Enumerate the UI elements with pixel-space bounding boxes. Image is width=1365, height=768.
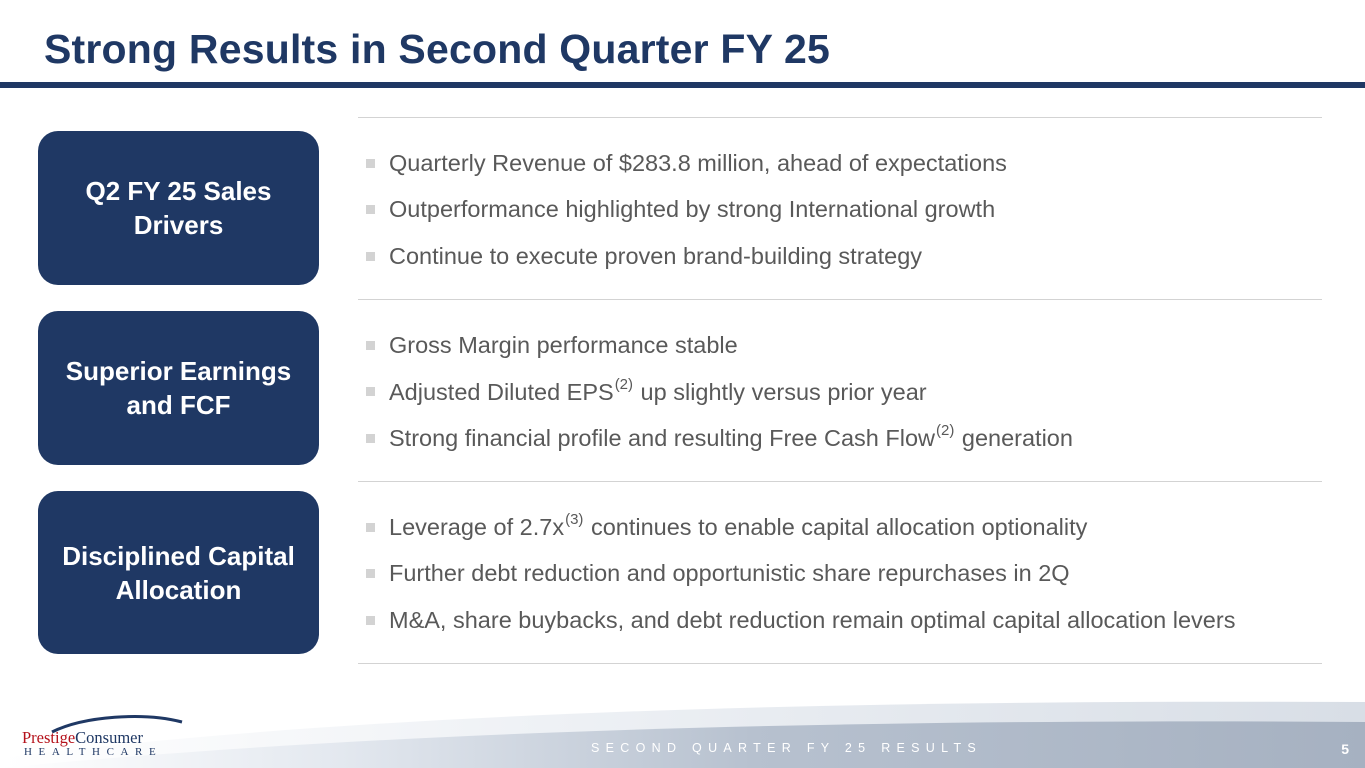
logo-subtitle: HEALTHCARE xyxy=(24,746,163,758)
footnote-marker: (2) xyxy=(614,375,634,393)
section-label-earnings-fcf xyxy=(38,311,319,465)
bullet-item xyxy=(366,597,1235,644)
section-divider xyxy=(358,481,1322,482)
footnote-marker: (2) xyxy=(936,422,955,440)
bullet-text: Quarterly Revenue of $283.8 million, ahead of expectations xyxy=(389,149,1007,176)
bullet-item xyxy=(366,551,1235,598)
bullet-text xyxy=(389,513,1087,541)
footer-caption: SECOND QUARTER FY 25 RESULTS xyxy=(591,741,983,755)
section-label-line: Q2 FY 25 Sales xyxy=(85,176,272,206)
section-label-line: Superior Earnings xyxy=(65,356,292,386)
bullet-list-earnings-fcf xyxy=(366,322,1073,462)
bullet-text-part: continues to enable capital allocation optionality xyxy=(584,514,1088,541)
section-label-line: Drivers xyxy=(133,210,224,240)
section-label-line: Allocation xyxy=(115,574,242,605)
square-bullet-icon xyxy=(366,205,375,214)
bullet-item xyxy=(366,187,1007,234)
section-divider xyxy=(358,299,1322,300)
square-bullet-icon xyxy=(366,252,375,261)
company-logo xyxy=(22,722,172,762)
section-label-sales-drivers xyxy=(38,131,319,285)
bullet-text xyxy=(389,424,1073,452)
page-number: 5 xyxy=(1341,741,1349,757)
logo-wordmark xyxy=(22,728,143,748)
footnote-marker: (3) xyxy=(565,511,584,529)
square-bullet-icon xyxy=(366,523,375,532)
square-bullet-icon xyxy=(366,569,375,578)
bullet-list-capital-allocation xyxy=(366,504,1235,644)
logo-word: Prestige xyxy=(22,728,76,747)
bullet-item xyxy=(366,504,1235,551)
footer-swoosh-graphic xyxy=(0,698,1365,768)
logo-word: Consumer xyxy=(75,728,144,747)
bullet-text xyxy=(389,375,927,406)
section-label-capital-allocation xyxy=(38,491,319,654)
square-bullet-icon xyxy=(366,341,375,350)
square-bullet-icon xyxy=(366,616,375,625)
bullet-text: Gross Margin performance stable xyxy=(389,331,738,358)
square-bullet-icon xyxy=(366,387,375,396)
section-label-line: Disciplined Capital xyxy=(62,540,295,571)
bullet-list-sales-drivers xyxy=(366,140,1007,280)
section-divider xyxy=(358,117,1322,118)
slide-title: Strong Results in Second Quarter FY 25 xyxy=(44,26,831,72)
bullet-item xyxy=(366,369,1073,416)
bullet-item xyxy=(366,233,1007,280)
bullet-text-part: Leverage of 2.7x xyxy=(389,514,565,541)
section-divider xyxy=(358,663,1322,664)
square-bullet-icon xyxy=(366,434,375,443)
bullet-text: Further debt reduction and opportunistic share repurchases in 2Q xyxy=(389,560,1070,587)
bullet-text-part: Adjusted Diluted EPS xyxy=(389,378,614,405)
square-bullet-icon xyxy=(366,159,375,168)
section-label-line: and FCF xyxy=(126,390,231,420)
bullet-text-part: generation xyxy=(955,425,1073,452)
title-underline xyxy=(0,82,1365,88)
bullet-text-part: Strong financial profile and resulting Free Cash Flow xyxy=(389,425,935,452)
bullet-text-part: up slightly versus prior year xyxy=(634,378,927,405)
bullet-text: M&A, share buybacks, and debt reduction remain optimal capital allocation levers xyxy=(389,606,1236,633)
bullet-item xyxy=(366,140,1007,187)
bullet-text: Outperformance highlighted by strong International growth xyxy=(389,196,996,223)
bullet-text: Continue to execute proven brand-building strategy xyxy=(389,242,923,269)
bullet-item xyxy=(366,415,1073,462)
bullet-item xyxy=(366,322,1073,369)
